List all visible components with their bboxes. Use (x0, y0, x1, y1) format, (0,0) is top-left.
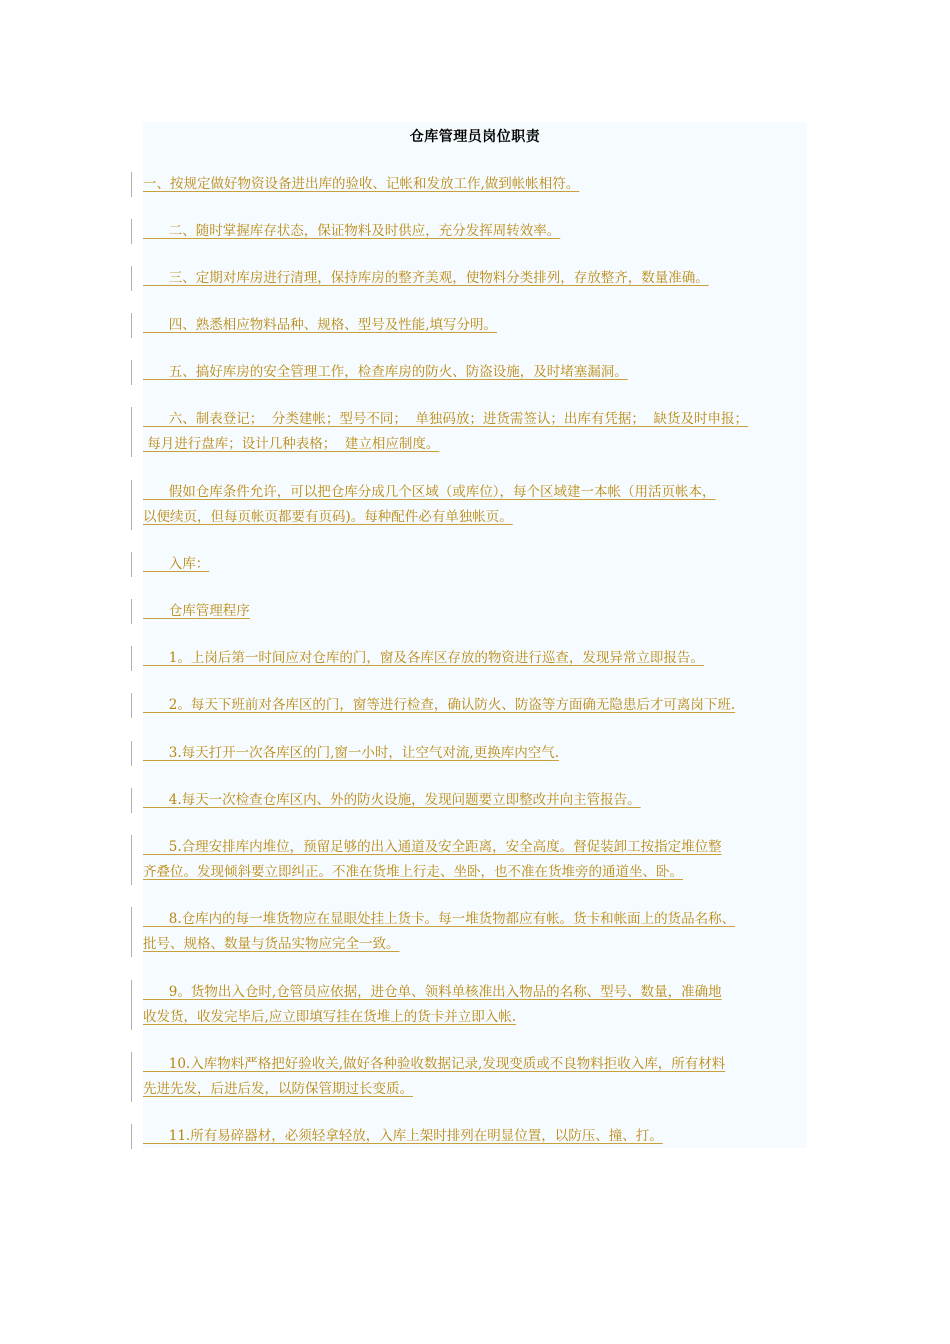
paragraph-line (143, 980, 823, 1005)
paragraph-text[interactable]: 二、随时掌握库存状态，保证物料及时供应，充分发挥周转效率。 (143, 223, 561, 239)
revision-bar (131, 219, 132, 244)
paragraph (143, 407, 823, 457)
paragraph-line (143, 480, 823, 505)
paragraph-line (143, 313, 823, 338)
paragraph-text[interactable]: 假如仓库条件允许，可以把仓库分成几个区域（或库位），每个区域建一本帐（用活页帐本， (143, 484, 716, 500)
paragraph-line (143, 360, 823, 385)
paragraph-line (143, 835, 823, 860)
paragraph-text[interactable]: 5.合理安排库内堆位，预留足够的出入通道及安全距离，安全高度。督促装卸工按指定堆位整 (143, 839, 722, 855)
revision-bar (131, 980, 132, 1030)
revision-bar (131, 599, 132, 624)
paragraph-text[interactable]: 10.入库物料严格把好验收关,做好各种验收数据记录,发现变质或不良物料拒收入库，所有材料 (143, 1056, 726, 1072)
revision-bar (131, 646, 132, 671)
paragraph (143, 980, 823, 1030)
paragraph-text[interactable]: 2。每天下班前对各库区的门，窗等进行检查，确认防火、防盗等方面确无隐患后才可离岗下班. (143, 697, 736, 713)
paragraph (143, 172, 823, 197)
paragraph-line (143, 741, 823, 766)
paragraph-text[interactable]: 收发货，收发完毕后,应立即填写挂在货堆上的货卡并立即入帐. (143, 1009, 517, 1025)
paragraph-line (143, 860, 823, 885)
paragraph (143, 480, 823, 530)
paragraph-text[interactable]: 四、熟悉相应物料品种、规格、型号及性能,填写分明。 (143, 317, 498, 333)
paragraph (143, 907, 823, 957)
paragraph-text[interactable]: 每月进行盘库；设计几种表格； 建立相应制度。 (143, 436, 440, 452)
paragraph-text[interactable]: 入库： (143, 556, 210, 572)
paragraph-line (143, 1124, 823, 1149)
paragraph (143, 360, 823, 385)
revision-bar (131, 1124, 132, 1149)
paragraph (143, 835, 823, 885)
paragraph-line (143, 646, 823, 671)
revision-bar (131, 407, 132, 457)
revision-bar (131, 313, 132, 338)
paragraph (143, 219, 823, 244)
paragraph-line (143, 1052, 823, 1077)
paragraph-text[interactable]: 六、制表登记； 分类建帐；型号不同； 单独码放；进货需签认；出库有凭据； 缺货及时申报； (143, 411, 748, 427)
revision-bar (131, 480, 132, 530)
revision-bar (131, 741, 132, 766)
revision-bar (131, 835, 132, 885)
paragraph-text[interactable]: 先进先发，后进后发，以防保管期过长变质。 (143, 1081, 413, 1097)
revision-bar (131, 907, 132, 957)
paragraph-text[interactable]: 1。上岗后第一时间应对仓库的门，窗及各库区存放的物资进行巡查，发现异常立即报告。 (143, 650, 704, 666)
paragraph-line (143, 266, 823, 291)
revision-bar (131, 552, 132, 577)
paragraph-line (143, 693, 823, 718)
document-title: 仓库管理员岗位职责 (409, 129, 541, 145)
paragraph (143, 552, 823, 577)
paragraph-text[interactable]: 以便续页，但每页帐页都要有页码)。每种配件必有单独帐页。 (143, 509, 513, 525)
paragraph-line (143, 932, 823, 957)
paragraph-line (143, 1005, 823, 1030)
paragraph-text[interactable]: 11.所有易碎器材，必须轻拿轻放，入库上架时排列在明显位置，以防压、撞、打。 (143, 1128, 663, 1144)
paragraph (143, 646, 823, 671)
revision-bar (131, 788, 132, 813)
paragraph-line (143, 907, 823, 932)
paragraph-line (143, 1077, 823, 1102)
paragraph-text[interactable]: 3.每天打开一次各库区的门,窗一小时，让空气对流,更换库内空气. (143, 745, 560, 761)
paragraph (143, 599, 823, 624)
paragraph-text[interactable]: 一、按规定做好物资设备进出库的验收、记帐和发放工作,做到帐帐相符。 (143, 176, 580, 192)
revision-bar (131, 1052, 132, 1102)
revision-bar (131, 172, 132, 197)
paragraph-text[interactable]: 三、定期对库房进行清理，保持库房的整齐美观，使物料分类排列，存放整齐，数量准确。 (143, 270, 709, 286)
paragraph (143, 313, 823, 338)
revision-bar (131, 693, 132, 718)
paragraph-text[interactable]: 8.仓库内的每一堆货物应在显眼处挂上货卡。每一堆货物都应有帐。货卡和帐面上的货品名称、 (143, 911, 736, 927)
paragraph (143, 693, 823, 718)
paragraph-text[interactable]: 五、搞好库房的安全管理工作，检查库房的防火、防盗设施，及时堵塞漏洞。 (143, 364, 628, 380)
paragraph (143, 1124, 823, 1149)
paragraph-text[interactable]: 4.每天一次检查仓库区内、外的防火设施，发现问题要立即整改并向主管报告。 (143, 792, 641, 808)
paragraph-line (143, 407, 823, 432)
paragraph-line (143, 505, 823, 530)
paragraph-text[interactable]: 齐叠位。发现倾斜要立即纠正。不准在货堆上行走、坐卧，也不准在货堆旁的通道坐、卧。 (143, 864, 683, 880)
paragraph-line (143, 599, 823, 624)
paragraph-text[interactable]: 批号、规格、数量与货品实物应完全一致。 (143, 936, 400, 952)
paragraph-text[interactable]: 9。货物出入仓时,仓管员应依据，进仓单、领料单核准出入物品的名称、型号、数量，准确地 (143, 984, 722, 1000)
paragraph-line (143, 172, 823, 197)
revision-bar (131, 266, 132, 291)
paragraph (143, 788, 823, 813)
paragraph-line (143, 788, 823, 813)
paragraph (143, 1052, 823, 1102)
paragraph-text[interactable]: 仓库管理程序 (143, 603, 250, 619)
paragraph-line (143, 552, 823, 577)
paragraph (143, 266, 823, 291)
revision-bar (131, 360, 132, 385)
paragraph-line (143, 219, 823, 244)
paragraph-line (143, 432, 823, 457)
paragraph (143, 741, 823, 766)
